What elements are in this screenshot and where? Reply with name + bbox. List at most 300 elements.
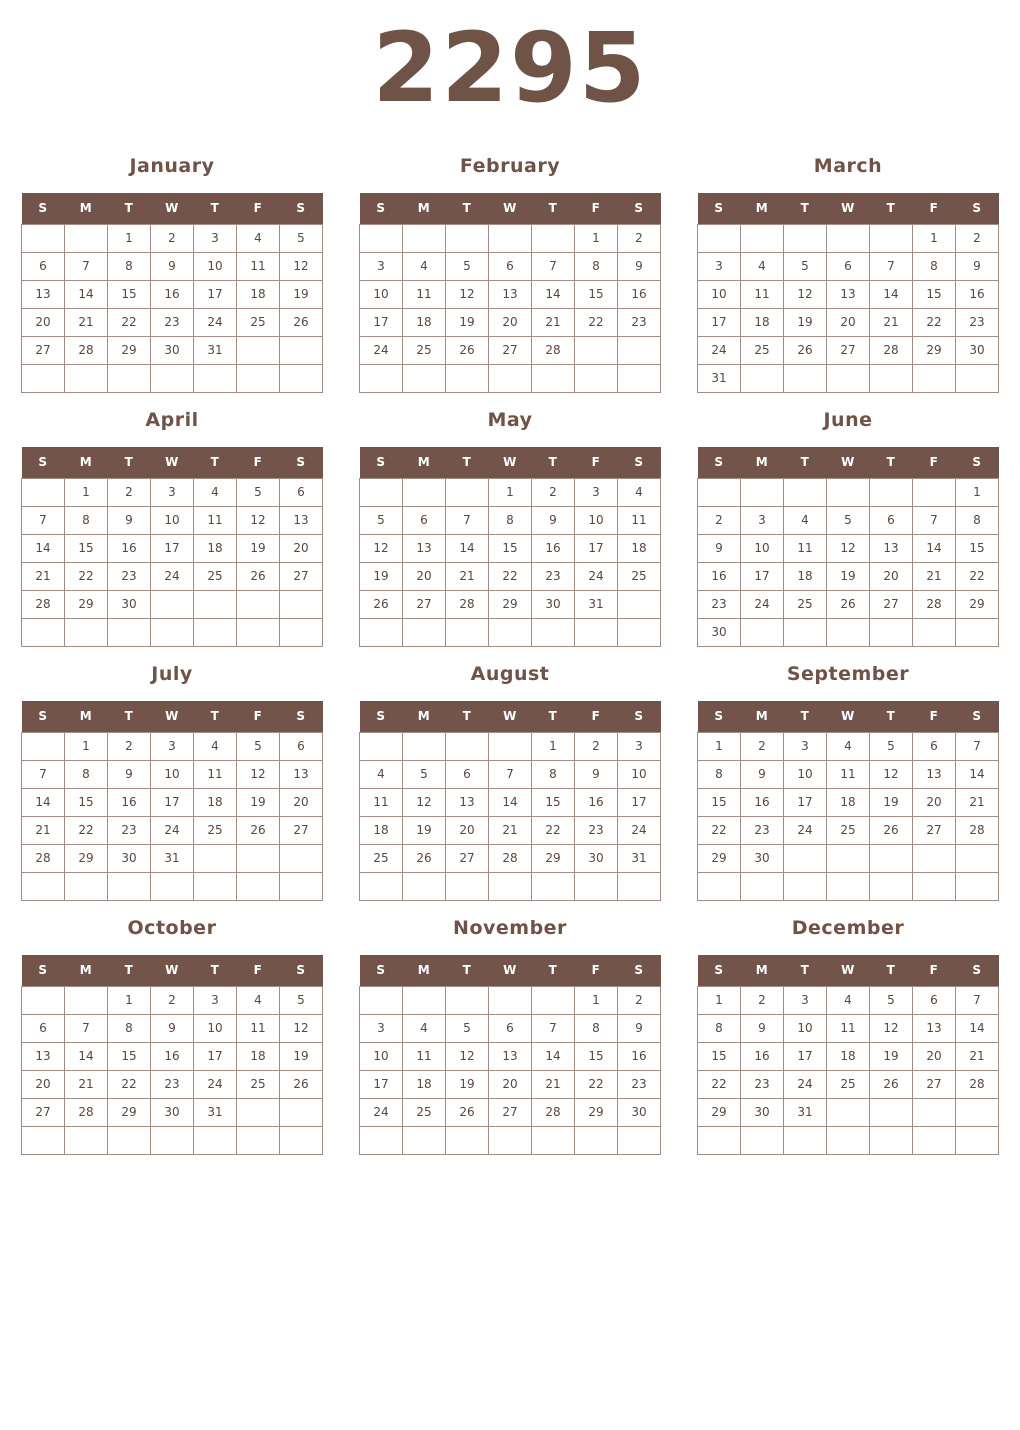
day-cell[interactable]: 28 <box>956 816 999 844</box>
day-cell[interactable]: 16 <box>618 1042 661 1070</box>
day-cell[interactable]: 12 <box>237 506 280 534</box>
day-cell[interactable]: 15 <box>65 534 108 562</box>
day-cell[interactable]: 12 <box>827 534 870 562</box>
day-cell[interactable]: 11 <box>237 252 280 280</box>
day-cell[interactable]: 28 <box>489 844 532 872</box>
day-cell[interactable]: 9 <box>575 760 618 788</box>
day-cell[interactable]: 9 <box>151 252 194 280</box>
day-cell[interactable]: 9 <box>151 1014 194 1042</box>
day-cell[interactable]: 21 <box>956 788 999 816</box>
day-cell[interactable]: 26 <box>446 336 489 364</box>
day-cell[interactable]: 14 <box>913 534 956 562</box>
day-cell[interactable]: 12 <box>870 1014 913 1042</box>
day-cell[interactable]: 1 <box>575 224 618 252</box>
day-cell[interactable]: 30 <box>532 590 575 618</box>
day-cell[interactable]: 14 <box>489 788 532 816</box>
day-cell[interactable]: 20 <box>489 1070 532 1098</box>
day-cell[interactable]: 4 <box>403 252 446 280</box>
day-cell[interactable]: 31 <box>698 364 741 392</box>
day-cell[interactable]: 22 <box>65 562 108 590</box>
day-cell[interactable]: 24 <box>360 336 403 364</box>
day-cell[interactable]: 7 <box>489 760 532 788</box>
day-cell[interactable]: 2 <box>741 986 784 1014</box>
day-cell[interactable]: 28 <box>870 336 913 364</box>
day-cell[interactable]: 2 <box>532 478 575 506</box>
day-cell[interactable]: 1 <box>108 986 151 1014</box>
day-cell[interactable]: 19 <box>237 534 280 562</box>
day-cell[interactable]: 13 <box>870 534 913 562</box>
day-cell[interactable]: 6 <box>913 732 956 760</box>
day-cell[interactable]: 25 <box>237 1070 280 1098</box>
day-cell[interactable]: 15 <box>698 788 741 816</box>
day-cell[interactable]: 15 <box>698 1042 741 1070</box>
day-cell[interactable]: 2 <box>151 986 194 1014</box>
day-cell[interactable]: 19 <box>784 308 827 336</box>
day-cell[interactable]: 28 <box>532 336 575 364</box>
day-cell[interactable]: 29 <box>532 844 575 872</box>
day-cell[interactable]: 3 <box>784 986 827 1014</box>
day-cell[interactable]: 21 <box>65 1070 108 1098</box>
day-cell[interactable]: 21 <box>870 308 913 336</box>
day-cell[interactable]: 10 <box>151 760 194 788</box>
day-cell[interactable]: 30 <box>698 618 741 646</box>
day-cell[interactable]: 5 <box>237 732 280 760</box>
day-cell[interactable]: 1 <box>913 224 956 252</box>
day-cell[interactable]: 2 <box>151 224 194 252</box>
day-cell[interactable]: 20 <box>403 562 446 590</box>
day-cell[interactable]: 26 <box>870 1070 913 1098</box>
day-cell[interactable]: 15 <box>956 534 999 562</box>
day-cell[interactable]: 17 <box>194 1042 237 1070</box>
day-cell[interactable]: 26 <box>360 590 403 618</box>
day-cell[interactable]: 20 <box>489 308 532 336</box>
day-cell[interactable]: 17 <box>360 1070 403 1098</box>
day-cell[interactable]: 4 <box>194 732 237 760</box>
day-cell[interactable]: 23 <box>108 816 151 844</box>
day-cell[interactable]: 27 <box>827 336 870 364</box>
day-cell[interactable]: 1 <box>698 732 741 760</box>
day-cell[interactable]: 24 <box>151 562 194 590</box>
day-cell[interactable]: 1 <box>532 732 575 760</box>
day-cell[interactable]: 3 <box>698 252 741 280</box>
day-cell[interactable]: 14 <box>446 534 489 562</box>
day-cell[interactable]: 8 <box>489 506 532 534</box>
day-cell[interactable]: 16 <box>741 1042 784 1070</box>
day-cell[interactable]: 3 <box>741 506 784 534</box>
day-cell[interactable]: 5 <box>827 506 870 534</box>
day-cell[interactable]: 22 <box>108 308 151 336</box>
day-cell[interactable]: 27 <box>403 590 446 618</box>
day-cell[interactable]: 4 <box>784 506 827 534</box>
day-cell[interactable]: 11 <box>827 1014 870 1042</box>
day-cell[interactable]: 3 <box>151 478 194 506</box>
day-cell[interactable]: 13 <box>403 534 446 562</box>
day-cell[interactable]: 10 <box>784 1014 827 1042</box>
day-cell[interactable]: 31 <box>151 844 194 872</box>
day-cell[interactable]: 18 <box>784 562 827 590</box>
day-cell[interactable]: 12 <box>360 534 403 562</box>
day-cell[interactable]: 19 <box>446 308 489 336</box>
day-cell[interactable]: 10 <box>194 1014 237 1042</box>
day-cell[interactable]: 20 <box>913 788 956 816</box>
day-cell[interactable]: 16 <box>956 280 999 308</box>
day-cell[interactable]: 26 <box>237 562 280 590</box>
day-cell[interactable]: 17 <box>741 562 784 590</box>
day-cell[interactable]: 2 <box>108 478 151 506</box>
day-cell[interactable]: 10 <box>575 506 618 534</box>
day-cell[interactable]: 25 <box>360 844 403 872</box>
day-cell[interactable]: 29 <box>108 336 151 364</box>
day-cell[interactable]: 20 <box>22 1070 65 1098</box>
day-cell[interactable]: 2 <box>108 732 151 760</box>
day-cell[interactable]: 8 <box>65 760 108 788</box>
day-cell[interactable]: 11 <box>741 280 784 308</box>
day-cell[interactable]: 21 <box>956 1042 999 1070</box>
day-cell[interactable]: 18 <box>741 308 784 336</box>
day-cell[interactable]: 11 <box>784 534 827 562</box>
day-cell[interactable]: 28 <box>65 336 108 364</box>
day-cell[interactable]: 29 <box>65 844 108 872</box>
day-cell[interactable]: 3 <box>784 732 827 760</box>
day-cell[interactable]: 5 <box>280 224 323 252</box>
day-cell[interactable]: 30 <box>108 844 151 872</box>
day-cell[interactable]: 12 <box>280 252 323 280</box>
day-cell[interactable]: 20 <box>22 308 65 336</box>
day-cell[interactable]: 30 <box>108 590 151 618</box>
day-cell[interactable]: 21 <box>532 308 575 336</box>
day-cell[interactable]: 7 <box>22 760 65 788</box>
day-cell[interactable]: 16 <box>108 534 151 562</box>
day-cell[interactable]: 27 <box>22 336 65 364</box>
day-cell[interactable]: 14 <box>65 1042 108 1070</box>
day-cell[interactable]: 6 <box>22 252 65 280</box>
day-cell[interactable]: 28 <box>22 844 65 872</box>
day-cell[interactable]: 27 <box>22 1098 65 1126</box>
day-cell[interactable]: 23 <box>618 1070 661 1098</box>
day-cell[interactable]: 10 <box>618 760 661 788</box>
day-cell[interactable]: 20 <box>280 534 323 562</box>
day-cell[interactable]: 21 <box>489 816 532 844</box>
day-cell[interactable]: 3 <box>194 986 237 1014</box>
day-cell[interactable]: 1 <box>108 224 151 252</box>
day-cell[interactable]: 16 <box>108 788 151 816</box>
day-cell[interactable]: 18 <box>237 280 280 308</box>
day-cell[interactable]: 27 <box>913 1070 956 1098</box>
day-cell[interactable]: 30 <box>151 1098 194 1126</box>
day-cell[interactable]: 1 <box>489 478 532 506</box>
day-cell[interactable]: 29 <box>956 590 999 618</box>
day-cell[interactable]: 18 <box>237 1042 280 1070</box>
day-cell[interactable]: 14 <box>532 280 575 308</box>
day-cell[interactable]: 19 <box>827 562 870 590</box>
day-cell[interactable]: 25 <box>784 590 827 618</box>
day-cell[interactable]: 5 <box>870 986 913 1014</box>
day-cell[interactable]: 6 <box>913 986 956 1014</box>
day-cell[interactable]: 27 <box>913 816 956 844</box>
day-cell[interactable]: 16 <box>575 788 618 816</box>
day-cell[interactable]: 26 <box>827 590 870 618</box>
day-cell[interactable]: 6 <box>280 478 323 506</box>
day-cell[interactable]: 13 <box>446 788 489 816</box>
day-cell[interactable]: 15 <box>489 534 532 562</box>
day-cell[interactable]: 12 <box>403 788 446 816</box>
day-cell[interactable]: 28 <box>913 590 956 618</box>
day-cell[interactable]: 23 <box>956 308 999 336</box>
day-cell[interactable]: 23 <box>741 1070 784 1098</box>
day-cell[interactable]: 8 <box>575 252 618 280</box>
day-cell[interactable]: 18 <box>618 534 661 562</box>
day-cell[interactable]: 24 <box>194 1070 237 1098</box>
day-cell[interactable]: 13 <box>22 1042 65 1070</box>
day-cell[interactable]: 19 <box>870 1042 913 1070</box>
day-cell[interactable]: 3 <box>360 1014 403 1042</box>
day-cell[interactable]: 5 <box>870 732 913 760</box>
day-cell[interactable]: 7 <box>532 1014 575 1042</box>
day-cell[interactable]: 29 <box>698 1098 741 1126</box>
day-cell[interactable]: 7 <box>870 252 913 280</box>
day-cell[interactable]: 12 <box>237 760 280 788</box>
day-cell[interactable]: 9 <box>741 760 784 788</box>
day-cell[interactable]: 3 <box>194 224 237 252</box>
day-cell[interactable]: 14 <box>870 280 913 308</box>
day-cell[interactable]: 5 <box>446 252 489 280</box>
day-cell[interactable]: 3 <box>360 252 403 280</box>
day-cell[interactable]: 23 <box>741 816 784 844</box>
day-cell[interactable]: 26 <box>870 816 913 844</box>
day-cell[interactable]: 14 <box>956 760 999 788</box>
day-cell[interactable]: 25 <box>618 562 661 590</box>
day-cell[interactable]: 2 <box>956 224 999 252</box>
day-cell[interactable]: 3 <box>618 732 661 760</box>
day-cell[interactable]: 21 <box>22 816 65 844</box>
day-cell[interactable]: 11 <box>403 1042 446 1070</box>
day-cell[interactable]: 26 <box>446 1098 489 1126</box>
day-cell[interactable]: 15 <box>575 1042 618 1070</box>
day-cell[interactable]: 19 <box>280 1042 323 1070</box>
day-cell[interactable]: 14 <box>532 1042 575 1070</box>
day-cell[interactable]: 29 <box>698 844 741 872</box>
day-cell[interactable]: 6 <box>22 1014 65 1042</box>
day-cell[interactable]: 29 <box>489 590 532 618</box>
day-cell[interactable]: 5 <box>280 986 323 1014</box>
day-cell[interactable]: 10 <box>360 280 403 308</box>
day-cell[interactable]: 23 <box>151 308 194 336</box>
day-cell[interactable]: 8 <box>956 506 999 534</box>
day-cell[interactable]: 30 <box>151 336 194 364</box>
day-cell[interactable]: 18 <box>194 788 237 816</box>
day-cell[interactable]: 29 <box>108 1098 151 1126</box>
day-cell[interactable]: 12 <box>784 280 827 308</box>
day-cell[interactable]: 18 <box>827 1042 870 1070</box>
day-cell[interactable]: 5 <box>360 506 403 534</box>
day-cell[interactable]: 4 <box>403 1014 446 1042</box>
day-cell[interactable]: 28 <box>956 1070 999 1098</box>
day-cell[interactable]: 26 <box>237 816 280 844</box>
day-cell[interactable]: 2 <box>618 224 661 252</box>
day-cell[interactable]: 1 <box>956 478 999 506</box>
day-cell[interactable]: 5 <box>784 252 827 280</box>
day-cell[interactable]: 11 <box>360 788 403 816</box>
day-cell[interactable]: 10 <box>741 534 784 562</box>
day-cell[interactable]: 4 <box>237 986 280 1014</box>
day-cell[interactable]: 20 <box>446 816 489 844</box>
day-cell[interactable]: 15 <box>575 280 618 308</box>
day-cell[interactable]: 9 <box>618 1014 661 1042</box>
day-cell[interactable]: 15 <box>108 1042 151 1070</box>
day-cell[interactable]: 30 <box>575 844 618 872</box>
day-cell[interactable]: 16 <box>151 1042 194 1070</box>
day-cell[interactable]: 11 <box>194 506 237 534</box>
day-cell[interactable]: 15 <box>913 280 956 308</box>
day-cell[interactable]: 18 <box>194 534 237 562</box>
day-cell[interactable]: 17 <box>698 308 741 336</box>
day-cell[interactable]: 9 <box>698 534 741 562</box>
day-cell[interactable]: 4 <box>360 760 403 788</box>
day-cell[interactable]: 7 <box>446 506 489 534</box>
day-cell[interactable]: 31 <box>194 1098 237 1126</box>
day-cell[interactable]: 17 <box>784 788 827 816</box>
day-cell[interactable]: 28 <box>65 1098 108 1126</box>
day-cell[interactable]: 7 <box>65 1014 108 1042</box>
day-cell[interactable]: 22 <box>532 816 575 844</box>
day-cell[interactable]: 16 <box>741 788 784 816</box>
day-cell[interactable]: 19 <box>870 788 913 816</box>
day-cell[interactable]: 21 <box>913 562 956 590</box>
day-cell[interactable]: 11 <box>194 760 237 788</box>
day-cell[interactable]: 8 <box>108 252 151 280</box>
day-cell[interactable]: 25 <box>741 336 784 364</box>
day-cell[interactable]: 10 <box>784 760 827 788</box>
day-cell[interactable]: 7 <box>532 252 575 280</box>
day-cell[interactable]: 6 <box>489 252 532 280</box>
day-cell[interactable]: 10 <box>360 1042 403 1070</box>
day-cell[interactable]: 2 <box>575 732 618 760</box>
day-cell[interactable]: 3 <box>151 732 194 760</box>
day-cell[interactable]: 4 <box>194 478 237 506</box>
day-cell[interactable]: 17 <box>360 308 403 336</box>
day-cell[interactable]: 18 <box>360 816 403 844</box>
day-cell[interactable]: 23 <box>532 562 575 590</box>
day-cell[interactable]: 3 <box>575 478 618 506</box>
day-cell[interactable]: 5 <box>237 478 280 506</box>
day-cell[interactable]: 17 <box>194 280 237 308</box>
day-cell[interactable]: 5 <box>403 760 446 788</box>
day-cell[interactable]: 30 <box>618 1098 661 1126</box>
day-cell[interactable]: 27 <box>446 844 489 872</box>
day-cell[interactable]: 19 <box>237 788 280 816</box>
day-cell[interactable]: 21 <box>65 308 108 336</box>
day-cell[interactable]: 6 <box>870 506 913 534</box>
day-cell[interactable]: 6 <box>280 732 323 760</box>
day-cell[interactable]: 22 <box>575 1070 618 1098</box>
day-cell[interactable]: 23 <box>151 1070 194 1098</box>
day-cell[interactable]: 12 <box>446 1042 489 1070</box>
day-cell[interactable]: 17 <box>151 534 194 562</box>
day-cell[interactable]: 31 <box>784 1098 827 1126</box>
day-cell[interactable]: 23 <box>108 562 151 590</box>
day-cell[interactable]: 26 <box>280 1070 323 1098</box>
day-cell[interactable]: 14 <box>65 280 108 308</box>
day-cell[interactable]: 21 <box>446 562 489 590</box>
day-cell[interactable]: 27 <box>489 1098 532 1126</box>
day-cell[interactable]: 19 <box>360 562 403 590</box>
day-cell[interactable]: 29 <box>913 336 956 364</box>
day-cell[interactable]: 24 <box>360 1098 403 1126</box>
day-cell[interactable]: 26 <box>784 336 827 364</box>
day-cell[interactable]: 28 <box>446 590 489 618</box>
day-cell[interactable]: 22 <box>65 816 108 844</box>
day-cell[interactable]: 11 <box>827 760 870 788</box>
day-cell[interactable]: 18 <box>403 1070 446 1098</box>
day-cell[interactable]: 8 <box>698 760 741 788</box>
day-cell[interactable]: 16 <box>151 280 194 308</box>
day-cell[interactable]: 1 <box>698 986 741 1014</box>
day-cell[interactable]: 21 <box>532 1070 575 1098</box>
day-cell[interactable]: 23 <box>575 816 618 844</box>
day-cell[interactable]: 25 <box>827 1070 870 1098</box>
day-cell[interactable]: 27 <box>870 590 913 618</box>
day-cell[interactable]: 10 <box>151 506 194 534</box>
day-cell[interactable]: 22 <box>698 816 741 844</box>
day-cell[interactable]: 10 <box>194 252 237 280</box>
day-cell[interactable]: 20 <box>913 1042 956 1070</box>
day-cell[interactable]: 30 <box>741 1098 784 1126</box>
day-cell[interactable]: 17 <box>784 1042 827 1070</box>
day-cell[interactable]: 23 <box>698 590 741 618</box>
day-cell[interactable]: 19 <box>403 816 446 844</box>
day-cell[interactable]: 6 <box>403 506 446 534</box>
day-cell[interactable]: 2 <box>618 986 661 1014</box>
day-cell[interactable]: 16 <box>618 280 661 308</box>
day-cell[interactable]: 11 <box>618 506 661 534</box>
day-cell[interactable]: 24 <box>618 816 661 844</box>
day-cell[interactable]: 24 <box>194 308 237 336</box>
day-cell[interactable]: 9 <box>108 760 151 788</box>
day-cell[interactable]: 29 <box>575 1098 618 1126</box>
day-cell[interactable]: 9 <box>618 252 661 280</box>
day-cell[interactable]: 25 <box>827 816 870 844</box>
day-cell[interactable]: 26 <box>403 844 446 872</box>
day-cell[interactable]: 7 <box>956 986 999 1014</box>
day-cell[interactable]: 4 <box>741 252 784 280</box>
day-cell[interactable]: 24 <box>575 562 618 590</box>
day-cell[interactable]: 22 <box>698 1070 741 1098</box>
day-cell[interactable]: 8 <box>575 1014 618 1042</box>
day-cell[interactable]: 15 <box>65 788 108 816</box>
day-cell[interactable]: 25 <box>194 816 237 844</box>
day-cell[interactable]: 23 <box>618 308 661 336</box>
day-cell[interactable]: 31 <box>575 590 618 618</box>
day-cell[interactable]: 24 <box>741 590 784 618</box>
day-cell[interactable]: 4 <box>618 478 661 506</box>
day-cell[interactable]: 6 <box>489 1014 532 1042</box>
day-cell[interactable]: 29 <box>65 590 108 618</box>
day-cell[interactable]: 9 <box>741 1014 784 1042</box>
day-cell[interactable]: 4 <box>827 732 870 760</box>
day-cell[interactable]: 4 <box>237 224 280 252</box>
day-cell[interactable]: 27 <box>489 336 532 364</box>
day-cell[interactable]: 10 <box>698 280 741 308</box>
day-cell[interactable]: 18 <box>403 308 446 336</box>
day-cell[interactable]: 25 <box>403 336 446 364</box>
day-cell[interactable]: 19 <box>280 280 323 308</box>
day-cell[interactable]: 11 <box>403 280 446 308</box>
day-cell[interactable]: 17 <box>618 788 661 816</box>
day-cell[interactable]: 30 <box>956 336 999 364</box>
day-cell[interactable]: 12 <box>280 1014 323 1042</box>
day-cell[interactable]: 7 <box>22 506 65 534</box>
day-cell[interactable]: 26 <box>280 308 323 336</box>
